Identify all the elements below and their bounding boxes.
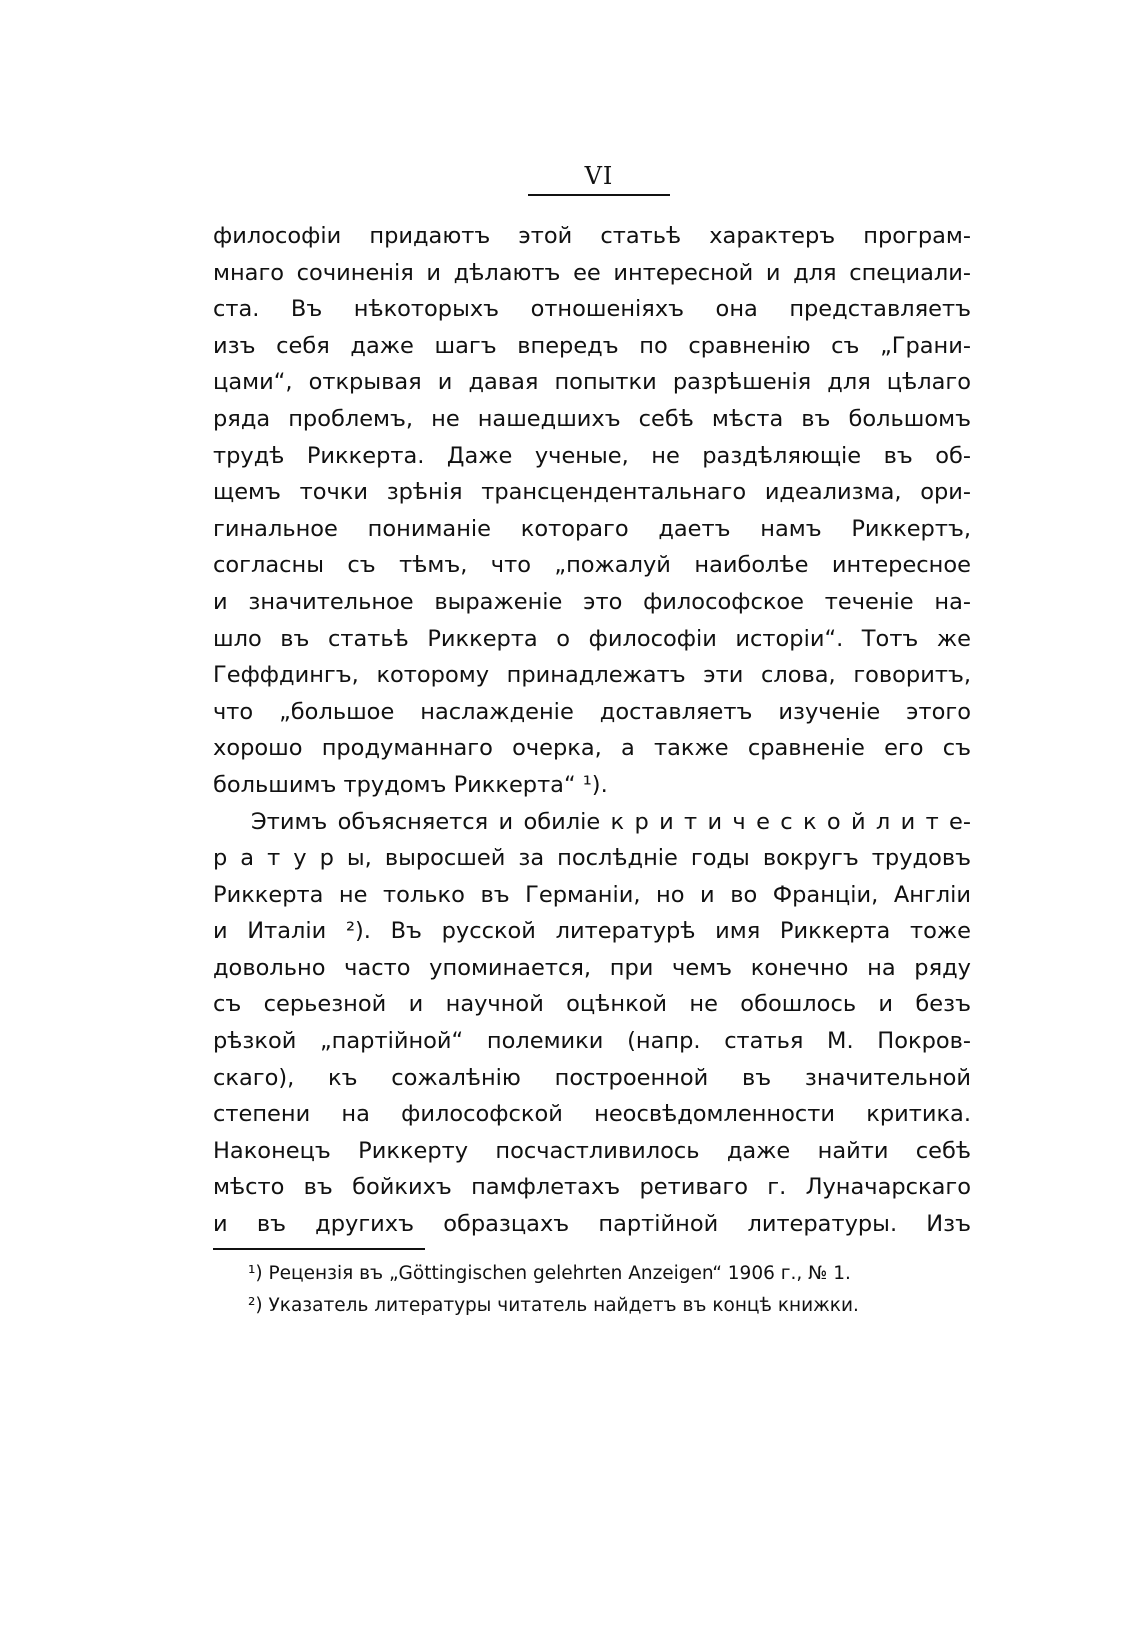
text-line: что „большое наслажденіе доставляетъ изученіе этого (213, 698, 971, 725)
header-rule (528, 194, 670, 196)
text-line: степени на философской неосвѣдомленности критика. (213, 1101, 971, 1128)
page-number: VI (584, 162, 614, 190)
text-line: большимъ трудомъ Риккерта“ ¹). (213, 771, 608, 798)
text-line: Наконецъ Риккерту посчастливилось даже найти себѣ (213, 1137, 971, 1164)
text-line: мнаго сочиненія и дѣлаютъ ее интересной и для специали- (213, 259, 971, 286)
footnotes (248, 1258, 968, 1322)
body-text (213, 218, 971, 1243)
text-line: шло въ статьѣ Риккерта о философіи исторіи“. Тотъ же (213, 625, 971, 652)
text-line: скаго), къ сожалѣнію построенной въ значительной (213, 1064, 971, 1091)
text-line: съ серьезной и научной оцѣнкой не обошлось и безъ (213, 991, 971, 1018)
text-line: и въ другихъ образцахъ партійной литературы. Изъ (213, 1211, 971, 1238)
text-line: Этимъ объясняется и обиліе к р и т и ч е с к о й л и т е- (251, 808, 971, 835)
text-line: Геффдингъ, которому принадлежатъ эти слова, говоритъ, (213, 662, 971, 689)
footnote-rule (213, 1248, 425, 1250)
text-line: и Италіи ²). Въ русской литературѣ имя Риккерта тоже (213, 918, 971, 945)
text-line: гинальное пониманіе котораго даетъ намъ Риккертъ, (213, 515, 971, 542)
text-line: рѣзкой „партійной“ полемики (напр. статья М. Покров- (213, 1028, 971, 1055)
text-line: Риккерта не только въ Германіи, но и во Франціи, Англіи (213, 881, 971, 908)
footnote-1: ¹) Рецензія въ „Göttingischen gelehrten Anzeigen“ 1906 г., № 1. (248, 1263, 851, 1284)
text-line: и значительное выраженіе это философское теченіе на- (213, 588, 971, 615)
text-line: довольно часто упоминается, при чемъ конечно на ряду (213, 954, 971, 981)
text-line: ста. Въ нѣкоторыхъ отношеніяхъ она представляетъ (213, 296, 971, 323)
text-line: трудѣ Риккерта. Даже ученые, не раздѣляющіе въ об- (213, 442, 971, 469)
text-line: мѣсто въ бойкихъ памфлетахъ ретиваго г. Луначарскаго (213, 1174, 971, 1201)
text-line: цами“, открывая и давая попытки разрѣшенія для цѣлаго (213, 369, 971, 396)
text-line: р а т у р ы, выросшей за послѣдніе годы вокругъ трудовъ (213, 845, 971, 872)
footnote-2: ²) Указатель литературы читатель найдетъ въ концѣ книжки. (248, 1295, 859, 1316)
text-line: философіи придаютъ этой статьѣ характеръ програм- (213, 223, 971, 249)
text-line: изъ себя даже шагъ впередъ по сравненію съ „Грани- (213, 332, 971, 359)
text-line: хорошо продуманнаго очерка, а также сравненіе его съ (213, 735, 971, 762)
text-line: ряда проблемъ, не нашедшихъ себѣ мѣста въ большомъ (213, 405, 971, 432)
text-line: щемъ точки зрѣнія трансцендентальнаго идеализма, ори- (213, 479, 971, 506)
text-line: согласны съ тѣмъ, что „пожалуй наиболѣе интересное (213, 552, 971, 579)
